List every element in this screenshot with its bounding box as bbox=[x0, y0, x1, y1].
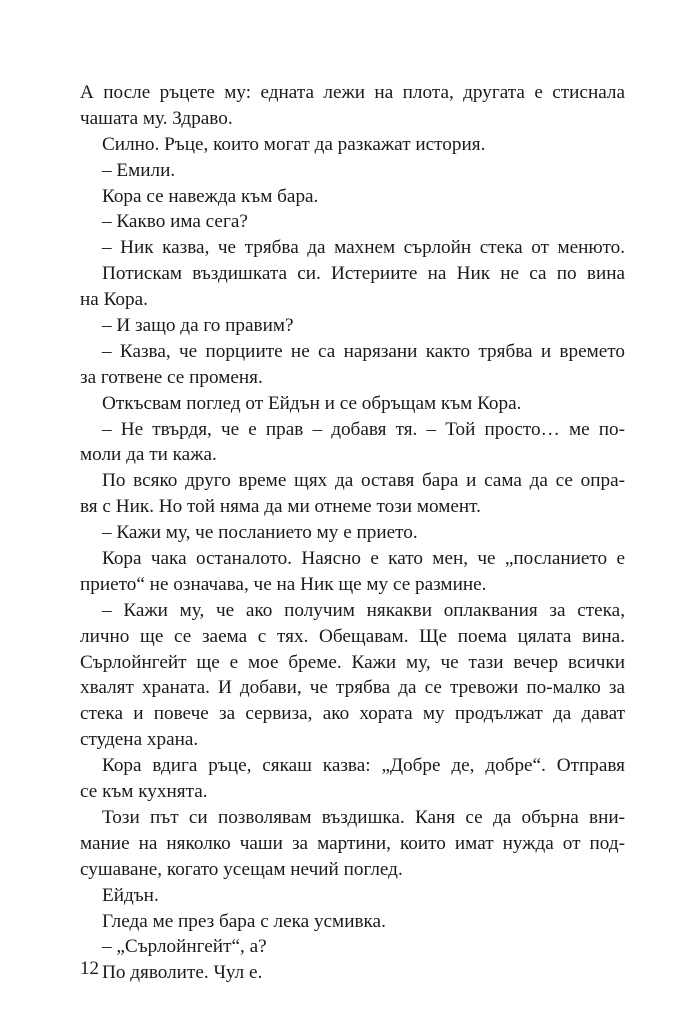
text-line: Гледа ме през бара с лека усмивка. bbox=[102, 910, 386, 932]
text-line: – Емили. bbox=[102, 159, 176, 181]
text-line: стека и повече за сервиза, ако хората му продължат да дават bbox=[80, 703, 625, 725]
text-line: Силно. Ръце, които могат да разкажат история. bbox=[102, 133, 486, 155]
text-line: А после ръцете му: едната лежи на плота, другата е стиснала bbox=[80, 82, 625, 103]
text-line: – Какво има сега? bbox=[102, 211, 248, 233]
text-line: – Кажи му, че посланието му е прието. bbox=[102, 522, 418, 544]
text-line: – Кажи му, че ако получим някакви оплаквания за стека, bbox=[102, 599, 625, 621]
body-text bbox=[80, 80, 625, 986]
text-line: – Казва, че порциите не са нарязани както трябва и времето bbox=[102, 340, 625, 362]
text-line: Ейдън. bbox=[102, 884, 159, 906]
text-line: – Не твърдя, че е прав – добавя тя. – Той просто… ме по- bbox=[102, 418, 625, 440]
text-line: моли да ти кажа. bbox=[80, 444, 217, 466]
text-line: мание на няколко чаши за мартини, които имат нужда от под- bbox=[80, 832, 625, 854]
text-line: Откъсвам поглед от Ейдън и се обръщам към Кора. bbox=[102, 392, 522, 414]
text-line: за готвене се променя. bbox=[80, 366, 263, 388]
text-line: прието“ не означава, че на Ник ще му се размине. bbox=[80, 573, 487, 595]
text-line: – И защо да го правим? bbox=[102, 315, 294, 337]
text-line: – „Сърлойнгейт“, а? bbox=[102, 936, 267, 958]
text-line: Потискам въздишката си. Истериите на Ник не са по вина bbox=[102, 263, 625, 285]
text-line: лично ще се заема с тях. Обещавам. Ще поема цялата вина. bbox=[80, 625, 625, 647]
text-line: вя с Ник. Но той няма да ми отнеме този момент. bbox=[80, 496, 481, 518]
text-line: хвалят храната. И добави, че трябва да се тревожи по-малко за bbox=[80, 677, 625, 699]
text-line: чашата му. Здраво. bbox=[80, 107, 233, 129]
text-line: – Ник казва, че трябва да махнем сърлойн стека от менюто. bbox=[102, 237, 625, 259]
text-line: Кора чака останалото. Наясно е като мен, че „посланието е bbox=[102, 548, 625, 570]
text-line: студена храна. bbox=[80, 729, 199, 751]
text-line: сушаване, когато усещам нечий поглед. bbox=[80, 858, 403, 880]
text-line: Сърлойнгейт ще е мое бреме. Кажи му, че тази вечер всички bbox=[80, 651, 625, 673]
text-line: се към кухнята. bbox=[80, 781, 208, 803]
page-number: 12 bbox=[80, 958, 99, 979]
text-line: По всяко друго време щях да оставя бара и сама да се опра- bbox=[102, 470, 625, 492]
text-line: По дяволите. Чул е. bbox=[102, 962, 263, 984]
text-line: Кора вдига ръце, сякаш казва: „Добре де, добре“. Отправя bbox=[102, 755, 625, 777]
text-line: Кора се навежда към бара. bbox=[102, 185, 319, 207]
text-line: на Кора. bbox=[80, 289, 148, 311]
text-line: Този път си позволявам въздишка. Каня се да обърна вни- bbox=[102, 806, 625, 828]
